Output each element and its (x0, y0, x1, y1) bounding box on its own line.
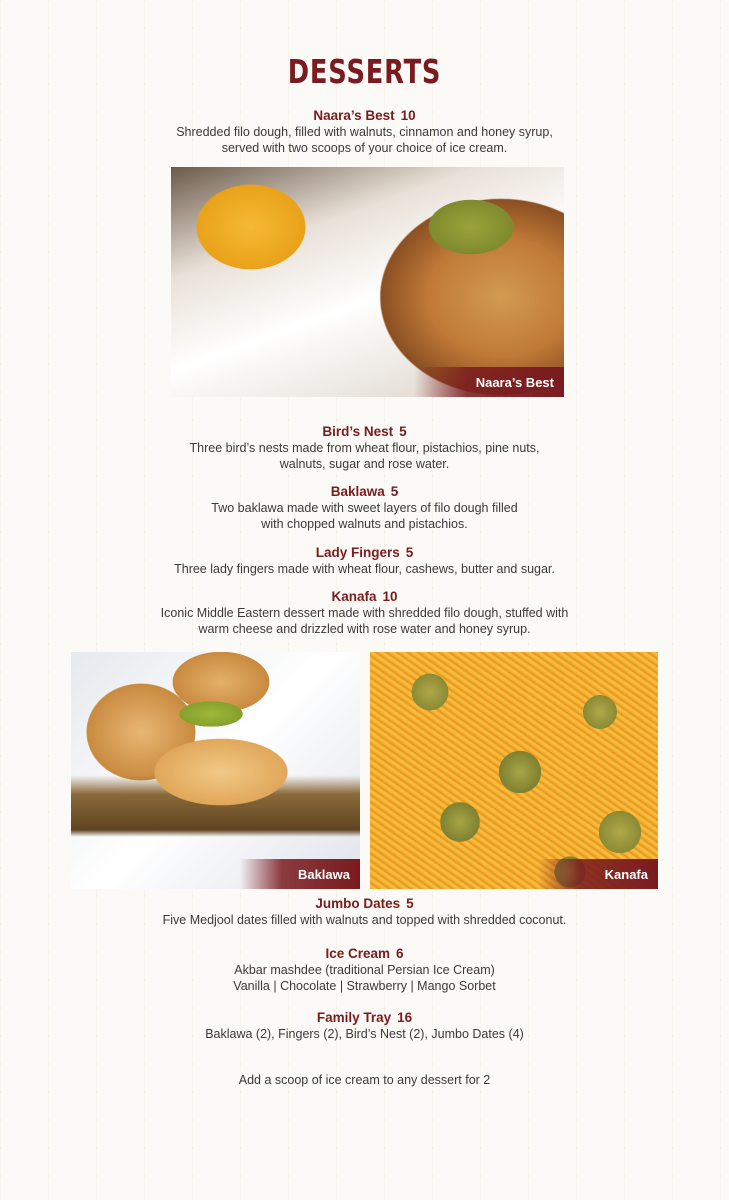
item-heading (0, 545, 729, 561)
item-description-line: Vanilla | Chocolate | Strawberry | Mango Sorbet (233, 979, 496, 993)
item-name: Baklawa (330, 484, 385, 499)
item-price: 16 (397, 1010, 413, 1025)
item-description-line: Three bird’s nests made from wheat flour, pistachios, pine nuts, (189, 441, 540, 455)
baklawa-photo (71, 652, 360, 889)
item-description-line: Three lady fingers made with wheat flour, cashews, butter and sugar. (174, 562, 555, 576)
item-heading (0, 484, 729, 500)
item-heading (0, 108, 729, 124)
item-price: 5 (399, 424, 407, 439)
footer-note-text: Add a scoop of ice cream to any dessert for 2 (238, 1073, 491, 1087)
item-heading (0, 424, 729, 440)
item-description-line: walnuts, sugar and rose water. (279, 457, 450, 471)
photo-caption: Kanafa (538, 859, 658, 889)
item-price: 6 (396, 946, 404, 961)
menu-item-family-tray (0, 1010, 729, 1042)
item-description-line: Akbar mashdee (traditional Persian Ice Cream) (234, 963, 495, 977)
item-name: Lady Fingers (315, 545, 400, 560)
item-name: Family Tray (316, 1010, 392, 1025)
item-name: Bird’s Nest (322, 424, 394, 439)
item-price: 10 (400, 108, 416, 123)
item-name: Naara’s Best (313, 108, 395, 123)
item-description-line: Baklawa (2), Fingers (2), Bird’s Nest (2), Jumbo Dates (4) (205, 1027, 524, 1041)
item-description-line: Two baklawa made with sweet layers of filo dough filled (211, 501, 518, 515)
item-price: 5 (405, 545, 414, 560)
menu-item-jumbo-dates (0, 896, 729, 928)
item-description-line: served with two scoops of your choice of ice cream. (221, 141, 508, 155)
photo-caption: Naara’s Best (414, 367, 564, 397)
naaras-best-photo (171, 167, 564, 397)
footer-note (0, 1072, 729, 1088)
menu-item-ice-cream (0, 946, 729, 994)
menu-item-birds-nest (0, 424, 729, 472)
item-name: Ice Cream (325, 946, 391, 961)
item-heading (0, 589, 729, 605)
item-heading (0, 946, 729, 962)
item-name: Jumbo Dates (315, 896, 401, 911)
item-name: Kanafa (331, 589, 377, 604)
item-heading (0, 1010, 729, 1026)
item-price: 5 (390, 484, 399, 499)
menu-item-baklawa (0, 484, 729, 532)
item-description-line: Shredded filo dough, filled with walnuts, cinnamon and honey syrup, (176, 125, 553, 139)
photo-caption: Baklawa (240, 859, 360, 889)
menu-item-kanafa (0, 589, 729, 637)
item-description-line: warm cheese and drizzled with rose water and honey syrup. (198, 622, 531, 636)
item-description-line: Five Medjool dates filled with walnuts and topped with shredded coconut. (162, 913, 567, 927)
item-heading (0, 896, 729, 912)
kanafa-photo (370, 652, 658, 889)
menu-item-lady-fingers (0, 545, 729, 577)
item-description-line: with chopped walnuts and pistachios. (261, 517, 468, 531)
menu-item-naaras-best (0, 108, 729, 156)
item-description-line: Iconic Middle Eastern dessert made with shredded filo dough, stuffed with (160, 606, 569, 620)
page-title: DESSERTS (287, 52, 442, 91)
item-price: 5 (406, 896, 414, 911)
item-price: 10 (382, 589, 398, 604)
